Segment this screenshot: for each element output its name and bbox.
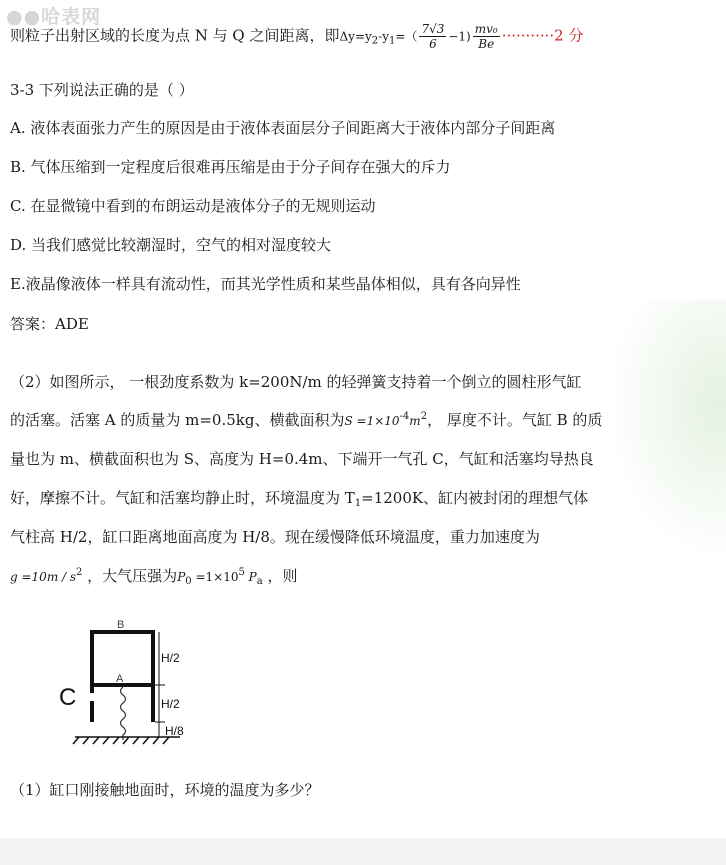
solution-line: 则粒子出射区域的长度为点 N 与 Q 之间距离，即$\Delta y=y_2-y_1=$（ $\frac{7√3}{6}$ −1) $\frac{\text{mv₀}}{Be}$ ···········2 分 bbox=[10, 22, 584, 51]
sub-question-1: （1）缸口刚接触地面时，环境的温度为多少？ bbox=[10, 781, 320, 799]
score-dots: ··········· bbox=[501, 26, 555, 45]
label-b: B bbox=[117, 619, 125, 631]
question-title: 3-3 下列说法正确的是（ ） bbox=[10, 81, 194, 99]
ground bbox=[73, 737, 180, 744]
option-e: E.液晶像液体一样具有流动性，而其光学性质和某些晶体相似，具有各向异性 bbox=[10, 275, 521, 293]
label-a: A bbox=[116, 673, 124, 685]
page-footer-band bbox=[0, 838, 726, 865]
option-a: A. 液体表面张力产生的原因是由于液体表面层分子间距离大于液体内部分子间距离 bbox=[10, 119, 556, 137]
problem-line-4: 好，摩擦不计。气缸和活塞均静止时，环境温度为 $T_1=1200K$、缸内被封闭的理想气体 bbox=[10, 489, 589, 509]
answer-line: 答案：ADE bbox=[10, 315, 89, 333]
option-c: C. 在显微镜中看到的布朗运动是液体分子的无规则运动 bbox=[10, 197, 376, 215]
option-d: D. 当我们感觉比较潮湿时，空气的相对湿度较大 bbox=[10, 236, 332, 254]
option-b: B. 气体压缩到一定程度后很难再压缩是由于分子间存在强大的斥力 bbox=[10, 158, 451, 176]
label-h-eighth: H/8 bbox=[165, 724, 184, 738]
cylinder-spring-diagram bbox=[55, 610, 205, 750]
label-c: C bbox=[59, 684, 77, 711]
background-leaf-decoration bbox=[606, 300, 726, 560]
fraction-mv0-over-be: $\frac{\text{mv₀}}{Be}$ bbox=[474, 22, 498, 51]
fraction-7root3-over-6: $\frac{7√3}{6}$ bbox=[421, 22, 445, 51]
problem-line-5: 气柱高 H/2，缸口距离地面高度为 H/8。现在缓慢降低环境温度，重力加速度为 bbox=[10, 528, 540, 546]
problem-line-1: （2）如图所示， 一根劲度系数为 k=200N/m 的轻弹簧支持着一个倒立的圆柱形气缸 bbox=[10, 373, 582, 391]
score-label: 2 分 bbox=[554, 26, 584, 45]
problem-line-6: $g =10m / s^2$ ，大气压强为$P_0 =1\times 10^5$ $P_a$ ，则 bbox=[10, 567, 298, 587]
label-h-half-top: H/2 bbox=[161, 651, 180, 665]
problem-line-3: 量也为 m、横截面积也为 S、高度为 H=0.4m、下端开一气孔 C，气缸和活塞均导热良 bbox=[10, 450, 594, 468]
problem-line-2: 的活塞。活塞 A 的质量为 m=0.5kg、横截面积为$S =1\times 10^{-4}m^2$， 厚度不计。气缸 B 的质 bbox=[10, 411, 603, 429]
label-h-half-mid: H/2 bbox=[161, 697, 180, 711]
watermark-logo: ●●哈表网 bbox=[6, 6, 102, 28]
spring bbox=[121, 687, 126, 740]
hole-c bbox=[88, 693, 96, 701]
dimension-marks bbox=[155, 632, 165, 737]
